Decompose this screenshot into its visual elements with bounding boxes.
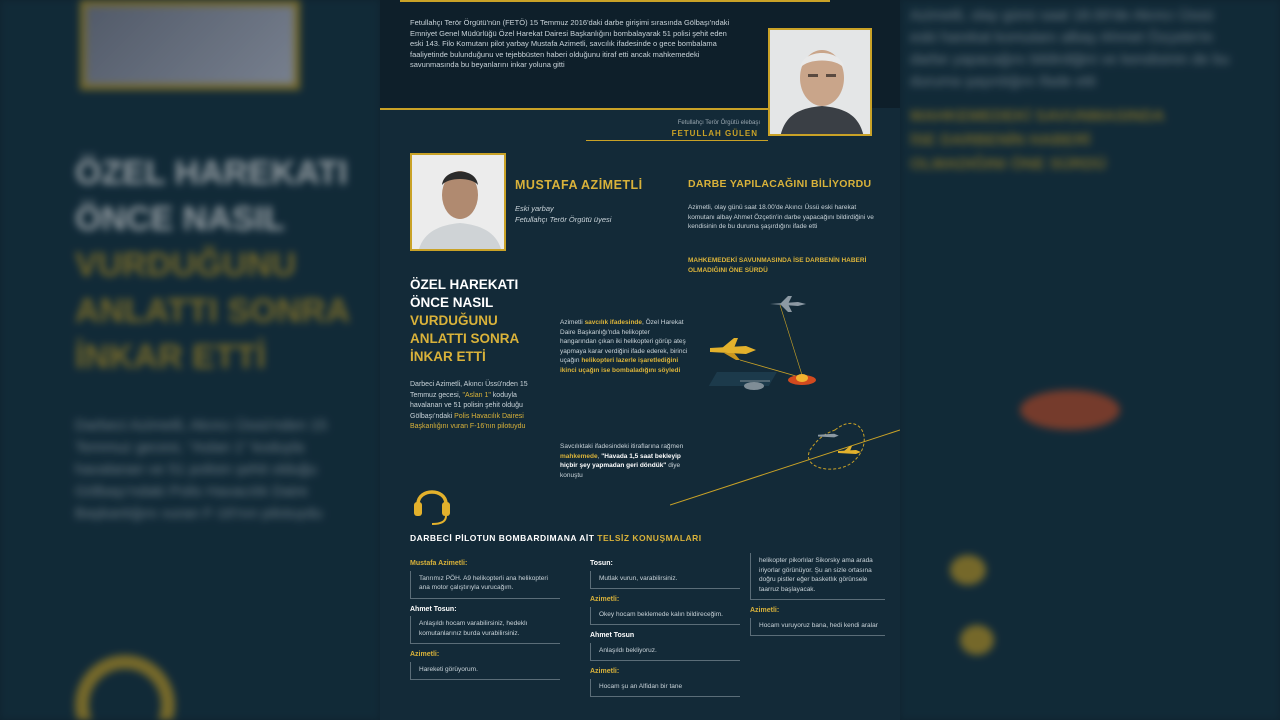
note2-highlight: mahkemede <box>560 452 598 460</box>
headset-icon <box>412 482 452 526</box>
gulen-photo <box>768 28 872 136</box>
note2-quote: "Havada 1,5 saat bekleyip hiçbir şey yapmadan geri döndük" <box>560 452 681 469</box>
transcript-speaker: Azimetli: <box>590 596 620 603</box>
note1-a: Azimetli <box>560 319 585 326</box>
azimetli-photo <box>410 153 506 251</box>
note1-highlight: savcılık ifadesinde <box>584 319 643 326</box>
gold-divider-top <box>380 108 768 110</box>
radio-title-white: DARBECİ PİLOTUN BOMBARDIMANA AİT <box>410 533 598 543</box>
backdrop-heading-yellow-2: ANLATTI SONRA <box>75 292 351 330</box>
backdrop-right-text: Azimetli, olay günü saat 18.00'de Akıncı Üssü eski harekat komutanı albay Ahmet Özçetin'in darbe yapacağını bildirdiğini ve kendisinin de bu duruma şaşırdığını ifade etti <box>910 7 1230 90</box>
backdrop-photo <box>80 0 300 90</box>
transcript-col-2 <box>590 553 740 697</box>
backdrop-blast <box>1020 390 1120 430</box>
transcript-speaker: Azimetli: <box>750 607 780 614</box>
note2-e: diye konuştu <box>560 462 681 479</box>
transcript-message: Hareketi görüyorum. <box>410 662 560 681</box>
main-title-line-5: İNKAR ETTİ <box>410 349 486 364</box>
transcript-message: Hocam şu an Alfidan bir tane <box>590 679 740 698</box>
backdrop-heading-white-1: ÖZEL HAREKATI <box>75 154 348 192</box>
backdrop-heading-yellow-3: İNKAR ETTİ <box>75 338 266 376</box>
body-text-target: Polis Havacılık Dairesi Başkanlığını vuran F-16'nın pilotuydu <box>410 412 526 430</box>
transcript-speaker: Ahmet Tosun <box>590 632 635 639</box>
transcript-message: Mutlak vurun, varabilirsiniz. <box>590 571 740 590</box>
profile-role <box>515 203 611 225</box>
holding-pattern <box>808 423 864 469</box>
radio-title <box>410 533 702 543</box>
flight-path-line <box>670 430 900 505</box>
jet-holding-icon <box>838 446 861 454</box>
transcript-speaker: Mustafa Azimetli: <box>410 560 468 567</box>
gulen-portrait-icon <box>770 30 872 136</box>
transcript-message: Tanrımız PÖH. A9 helikopterli ana helikopteri ana motor çalıştırıyla vurucağım. <box>410 571 560 599</box>
backdrop-plane <box>950 555 986 585</box>
backdrop-left <box>0 0 380 720</box>
profile-role-1: Eski yarbay <box>515 204 554 213</box>
knew-title: DARBE YAPILACAĞINI BİLİYORDU <box>688 178 872 190</box>
note1-claim: helikopteri lazerle işaretlediğini ikinci uçağın ise bombaladığını söyledi <box>560 357 681 374</box>
transcript-message: Hocam vuruyoruz bana, hedi kendi aralar <box>750 618 885 637</box>
radio-title-yellow: TELSİZ KONUŞMALARI <box>597 533 702 543</box>
testimony-note <box>560 318 688 375</box>
attack-scene <box>670 280 900 510</box>
knew-text: Azimetli, olay günü saat 18.00'de Akıncı Üssü eski harekat komutanı albay Ahmet Özçetin'in darbe yapacağını bildirdiğini ve kendisinin de bu duruma şaşırdığını ifade etti <box>688 204 874 230</box>
transcript-message: Okey hocam beklemede kalın bildireceğim. <box>590 607 740 626</box>
transcript-message: Anlaşıldı hocam varabilirsiniz, hedeklı komutanlarınız burda vurabilirsiniz. <box>410 616 560 644</box>
note2-a: Savcılıktaki ifadesindeki itiraflarına rağmen <box>560 443 684 450</box>
transcript-col-3 <box>750 553 885 636</box>
backdrop-right <box>900 0 1280 720</box>
note2-c: , <box>597 452 602 460</box>
body-text-callsign: "Aslan 1" <box>462 391 491 399</box>
body-text-c: koduyla havalanan ve 51 polisin şehit olduğu Gölbaşı'ndaki <box>410 391 523 420</box>
backdrop-ring <box>75 655 175 720</box>
transcript-speaker: Azimetli: <box>590 668 620 675</box>
knew-yellow-text: MAHKEMEDEKİ SAVUNMASINDA İSE DARBENİN HABERİ OLMADIĞINI ÖNE SÜRDÜ <box>688 257 867 274</box>
note1-c: , Özel Harekat Daire Başkanlığı'nda helikopter hangarından çıkan iki helikopteri görüp ateş yapmaya karar verdiğini ifade ederek, birinci uçağın <box>560 319 688 364</box>
backdrop-left-text: Darbeci Azimetli, Akıncı Üssü'nden 15 Temmuz gecesi, "Aslan 1" koduyla havalanan ve 51 polisin şehit olduğu Gölbaşı'ndaki Polis Havacılık Daire Başkanlığını vuran F-16'nın pilotuydu <box>75 417 328 522</box>
main-title-line-4: ANLATTI SONRA <box>410 331 520 346</box>
jet-gray-icon <box>770 296 806 312</box>
transcript-speaker: Tosun: <box>590 560 613 567</box>
jet-yellow-icon <box>710 338 756 360</box>
profile-name: MUSTAFA AZİMETLİ <box>515 178 643 192</box>
main-title-line-2: ÖNCE NASIL <box>410 295 494 310</box>
transcript-message: Anlaşıldı bekliyoruz. <box>590 643 740 662</box>
backdrop-right-yellow: MAHKEMEDEKİ SAVUNMASINDA İSE DARBENİN HABERİ OLMADIĞINI ÖNE SÜRDÜ <box>910 108 1165 173</box>
transcript-speaker: Azimetli: <box>410 651 440 658</box>
bomb-line <box>780 305 802 375</box>
top-stripe <box>400 0 830 6</box>
transcript-message: helikopter pikorlılar Sikorsky ama arada iriyorlar görünüyor. Şu an sizle ortasına doğru pistler eğer basketlık görünsele taarruz başlayacak. <box>750 553 885 600</box>
body-text-a: Darbeci Azimetli, Akıncı Üssü'nden 15 Temmuz gecesi, <box>410 381 528 399</box>
backdrop-heading-yellow-1: VURDUĞUNU <box>75 246 296 284</box>
ground-terrain <box>709 372 777 386</box>
gulen-caption-role: Fetullahçı Terör Örgütü elebaşı <box>677 120 760 126</box>
intro-text: Fetullahçı Terör Örgütü'nün (FETÖ) 15 Temmuz 2016'daki darbe girişimi sırasında Gölbaşı'ndaki Emniyet Genel Müdürlüğü Özel Harekat Dairesi Başkanlığını bombalayarak 51 polisi şehit eden eski 143. Filo Komutanı pilot yarbay Mustafa Azimetli, savcılık ifadesinde o gece bombalama faaliyetinde bulunduğunu ve tejebbüsten haberi olduğunu itiraf etti ancak mahkemedeki savunmasında bu beyanlarını inkar yoluna gitti <box>410 18 730 69</box>
main-title-line-3: VURDUĞUNU <box>410 313 498 328</box>
body-text <box>410 380 542 433</box>
explosion-icon <box>788 374 816 385</box>
infographic <box>380 0 900 720</box>
backdrop-heading-white-2: ÖNCE NASIL <box>75 200 285 238</box>
transcript-speaker: Ahmet Tosun: <box>410 605 457 613</box>
transcript-col-1 <box>410 553 560 680</box>
gulen-caption-name: FETULLAH GÜLEN <box>671 129 758 138</box>
backdrop-plane-2 <box>960 625 994 655</box>
profile-role-2: Fetullahçı Terör Örgütü üyesi <box>515 215 612 224</box>
main-title <box>410 276 519 366</box>
jet-small-icon <box>818 434 839 438</box>
main-title-line-1: ÖZEL HAREKATI <box>410 277 519 292</box>
azimetli-portrait-icon <box>412 155 506 251</box>
gold-divider-caption <box>586 140 768 141</box>
